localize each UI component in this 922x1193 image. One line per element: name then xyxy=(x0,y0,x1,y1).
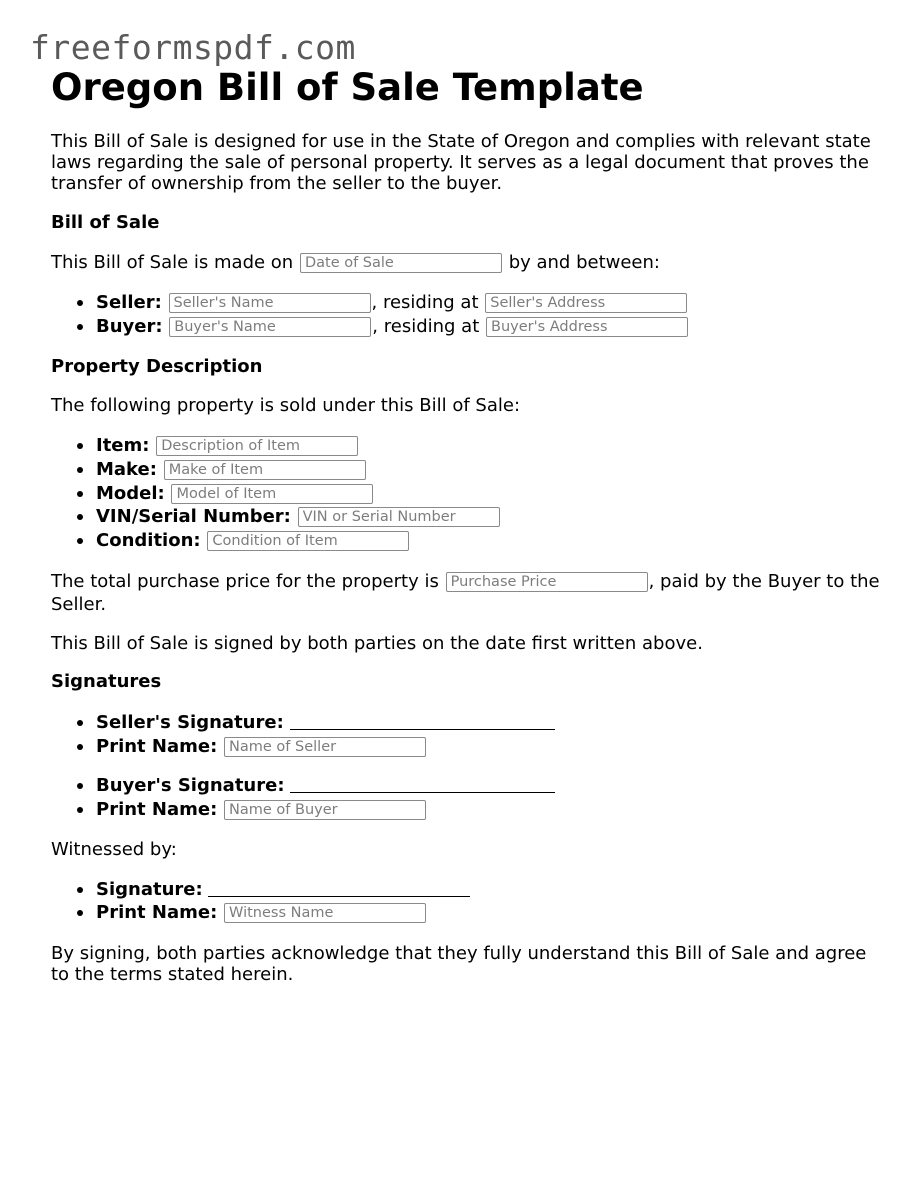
price-paragraph xyxy=(51,570,881,616)
seller-label: Seller: xyxy=(96,292,162,313)
seller-name-input[interactable] xyxy=(169,293,371,313)
made-on-line xyxy=(51,252,881,273)
list-item-seller xyxy=(51,291,881,315)
vin-label: VIN/Serial Number: xyxy=(96,506,291,528)
signatures-heading: Signatures xyxy=(51,670,162,692)
make-input[interactable] xyxy=(164,460,366,480)
list-item-seller-signature xyxy=(51,711,881,735)
model-label: Model: xyxy=(96,482,165,504)
item-label: Item: xyxy=(96,435,150,457)
bill-of-sale-heading: Bill of Sale xyxy=(51,212,160,233)
seller-signature-label: Seller's Signature: xyxy=(96,711,284,733)
buyer-label: Buyer: xyxy=(96,315,163,337)
intro-paragraph: This Bill of Sale is designed for use in the State of Oregon and complies with relevant state laws regarding the sale of personal property. It serves as a legal document that proves the transfer of ownership from the seller to the buyer. xyxy=(51,131,871,194)
price-after-text: , paid by the Buyer to the Seller. xyxy=(51,570,880,615)
price-before-text: The total purchase price for the property is xyxy=(51,570,439,592)
watermark: freeformspdf.com xyxy=(30,28,356,67)
between-text: by and between: xyxy=(508,252,660,273)
document xyxy=(51,64,881,985)
print-name-label: Print Name: xyxy=(96,902,218,924)
buyer-signature-list xyxy=(51,774,881,821)
list-item-model xyxy=(51,482,881,506)
purchase-price-input[interactable] xyxy=(446,572,648,592)
witness-list xyxy=(51,878,881,925)
print-name-label: Print Name: xyxy=(96,798,218,820)
property-description-heading: Property Description xyxy=(51,356,263,378)
vin-input[interactable] xyxy=(298,507,500,527)
parties-list xyxy=(51,291,881,338)
list-item-condition xyxy=(51,529,881,553)
seller-signature-line[interactable] xyxy=(290,712,555,730)
item-description-input[interactable] xyxy=(156,436,358,456)
print-name-label: Print Name: xyxy=(96,735,218,757)
seller-print-name-input[interactable] xyxy=(224,737,426,757)
signed-statement: This Bill of Sale is signed by both parties on the date first written above. xyxy=(51,632,703,654)
date-of-sale-input[interactable] xyxy=(300,253,502,273)
buyer-signature-line[interactable] xyxy=(290,775,555,793)
seller-signature-list xyxy=(51,711,881,758)
list-item-witness-signature xyxy=(51,878,881,902)
witness-signature-label: Signature: xyxy=(96,878,203,900)
residing-text: , residing at xyxy=(372,315,480,337)
condition-input[interactable] xyxy=(207,531,409,551)
list-item-witness-print-name xyxy=(51,901,881,925)
seller-address-input[interactable] xyxy=(485,293,687,313)
closing-paragraph: By signing, both parties acknowledge that they fully understand this Bill of Sale and agree to the terms stated herein. xyxy=(51,942,867,985)
buyer-name-input[interactable] xyxy=(169,317,371,337)
list-item-make xyxy=(51,458,881,482)
list-item-item xyxy=(51,434,881,458)
list-item-buyer-print-name xyxy=(51,798,881,822)
condition-label: Condition: xyxy=(96,530,201,552)
page-title: Oregon Bill of Sale Template xyxy=(51,66,644,109)
property-intro: The following property is sold under this Bill of Sale: xyxy=(51,395,521,417)
list-item-seller-print-name xyxy=(51,735,881,759)
make-label: Make: xyxy=(96,459,157,481)
list-item-buyer xyxy=(51,315,881,339)
made-on-text: This Bill of Sale is made on xyxy=(51,252,294,273)
list-item-buyer-signature xyxy=(51,774,881,798)
buyer-signature-label: Buyer's Signature: xyxy=(96,775,285,797)
witness-name-input[interactable] xyxy=(224,903,426,923)
list-item-vin xyxy=(51,505,881,529)
buyer-address-input[interactable] xyxy=(486,317,688,337)
model-input[interactable] xyxy=(171,484,373,504)
buyer-print-name-input[interactable] xyxy=(224,800,426,820)
residing-text: , residing at xyxy=(371,292,479,313)
witness-signature-line[interactable] xyxy=(208,879,470,897)
property-list xyxy=(51,434,881,552)
witnessed-by: Witnessed by: xyxy=(51,838,177,860)
